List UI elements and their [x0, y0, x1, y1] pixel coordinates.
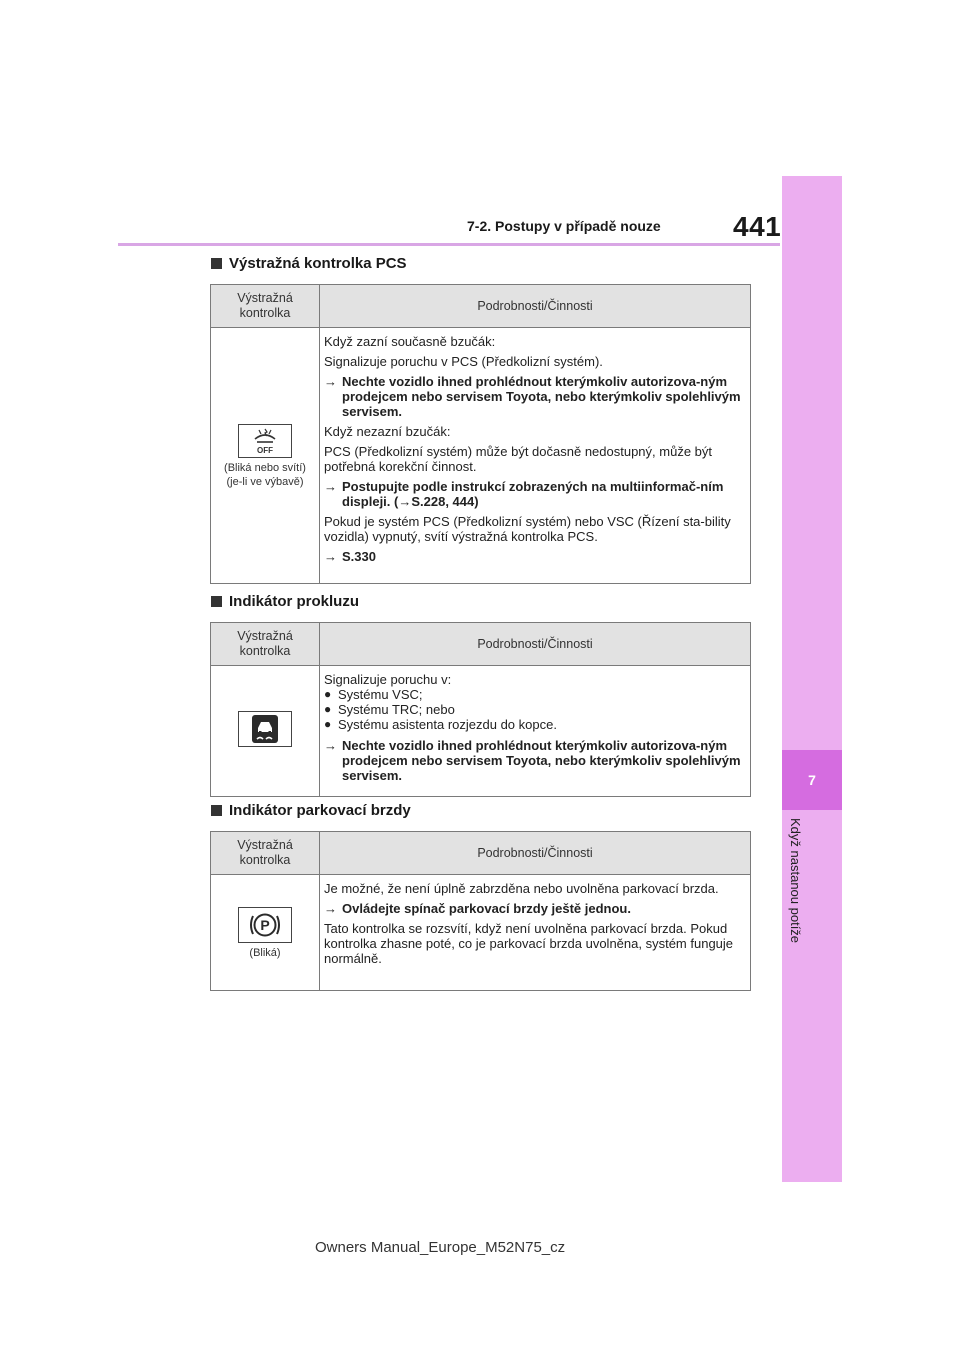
arrow-icon: → [324, 901, 337, 916]
detail-text: Je možné, že není úplně zabrzděna nebo uvolněna parkovací brzda. [324, 881, 719, 896]
header-cell-details: Podrobnosti/Činnosti [320, 285, 751, 328]
bullet-icon: ● [324, 717, 332, 731]
section-title-text: Indikátor parkovací brzdy [229, 802, 411, 819]
header-cell-details: Podrobnosti/Činnosti [320, 623, 751, 666]
header-rule [118, 243, 780, 246]
section-square-icon [211, 596, 222, 607]
svg-text:P: P [260, 916, 270, 933]
header-cell-warning-light: Výstražná kontrolka [211, 832, 320, 875]
section-title-text: Indikátor prokluzu [229, 593, 360, 610]
detail-text: Když zazní současně bzučák: [324, 334, 496, 349]
action-item [324, 479, 745, 509]
detail-text: PCS (Předkolizní systém) může být dočasně nedostupný, může být potřebná korekční činnost. [324, 444, 713, 474]
pcs-warning-table [210, 284, 751, 584]
icon-cell [211, 328, 320, 584]
action-text: Postupujte podle instrukcí zobrazených na multiinformač-ním displeji. (→S.228, 444) [342, 479, 724, 509]
section-square-icon [211, 258, 222, 269]
action-item [324, 738, 745, 783]
bullet-icon: ● [324, 702, 332, 716]
icon-cell [211, 875, 320, 991]
action-text: Nechte vozidlo ihned prohlédnout kterýmkoliv autorizova-ným prodejcem nebo servisem Toyota, nebo kterýmkoliv spolehlivým servisem. [342, 374, 741, 419]
table-header-row [211, 623, 751, 666]
arrow-icon: → [324, 479, 337, 494]
bullet-icon: ● [324, 687, 332, 701]
footer-doc-id: Owners Manual_Europe_M52N75_cz [315, 1239, 566, 1256]
details-cell [320, 328, 751, 584]
page-reference[interactable]: S.330 [342, 549, 376, 564]
table-header-row [211, 832, 751, 875]
header-cell-details: Podrobnosti/Činnosti [320, 832, 751, 875]
header-cell-warning-light: Výstražná kontrolka [211, 623, 320, 666]
icon-caption: (je-li ve výbavě) [226, 475, 304, 488]
table-row [211, 875, 751, 991]
parking-brake-table [210, 831, 751, 991]
chapter-side-tab [782, 176, 842, 1182]
list-item-text: Systému VSC; [338, 687, 423, 702]
details-cell [320, 666, 751, 797]
section-title-pcs [211, 255, 407, 272]
icon-caption: (Bliká nebo svítí) [224, 461, 306, 474]
list-item [324, 687, 745, 702]
list-item [324, 717, 745, 732]
detail-text: Tato kontrolka se rozsvítí, když není uvolněna parkovací brzda. Pokud kontrolka zhasne poté, co je parkovací brzda uvolněna, systém funguje normálně. [324, 921, 734, 966]
pcs-off-warning-icon [238, 424, 292, 458]
arrow-icon: → [324, 549, 337, 564]
header-cell-warning-light: Výstražná kontrolka [211, 285, 320, 328]
section-title-slip [211, 593, 359, 610]
action-text: Ovládejte spínač parkovací brzdy ještě jednou. [342, 901, 631, 916]
action-text: Nechte vozidlo ihned prohlédnout kterýmkoliv autorizova-ným prodejcem nebo servisem Toyota, nebo kterýmkoliv spolehlivým servisem. [342, 738, 741, 783]
detail-text: Pokud je systém PCS (Předkolizní systém) nebo VSC (Řízení sta-bility vozidla) vypnutý, svítí výstražná kontrolka PCS. [324, 514, 731, 544]
detail-text: Když nezazní bzučák: [324, 424, 451, 439]
parking-brake-icon [238, 907, 292, 943]
arrow-icon: → [324, 738, 337, 753]
chapter-side-label: Když nastanou potíže [788, 818, 803, 944]
chapter-title: 7-2. Postupy v případě nouze [467, 218, 661, 234]
action-item [324, 374, 745, 419]
section-title-parking-brake [211, 802, 411, 819]
icon-cell [211, 666, 320, 797]
chapter-number-badge: 7 [782, 750, 842, 810]
slip-indicator-icon [238, 711, 292, 747]
page-number: 441 [733, 211, 782, 242]
detail-text: Signalizuje poruchu v PCS (Předkolizní systém). [324, 354, 603, 369]
slip-indicator-table [210, 622, 751, 797]
icon-caption: (Bliká) [249, 946, 281, 959]
details-cell [320, 875, 751, 991]
arrow-icon: → [324, 374, 337, 389]
list-item [324, 702, 745, 717]
svg-text:OFF: OFF [257, 445, 273, 455]
table-row [211, 328, 751, 584]
action-item [324, 901, 745, 916]
action-item [324, 549, 745, 564]
detail-text: Signalizuje poruchu v: [324, 672, 452, 687]
list-item-text: Systému asistenta rozjezdu do kopce. [338, 717, 557, 732]
list-item-text: Systému TRC; nebo [338, 702, 455, 717]
table-row [211, 666, 751, 797]
section-square-icon [211, 805, 222, 816]
section-title-text: Výstražná kontrolka PCS [229, 255, 407, 272]
table-header-row [211, 285, 751, 328]
